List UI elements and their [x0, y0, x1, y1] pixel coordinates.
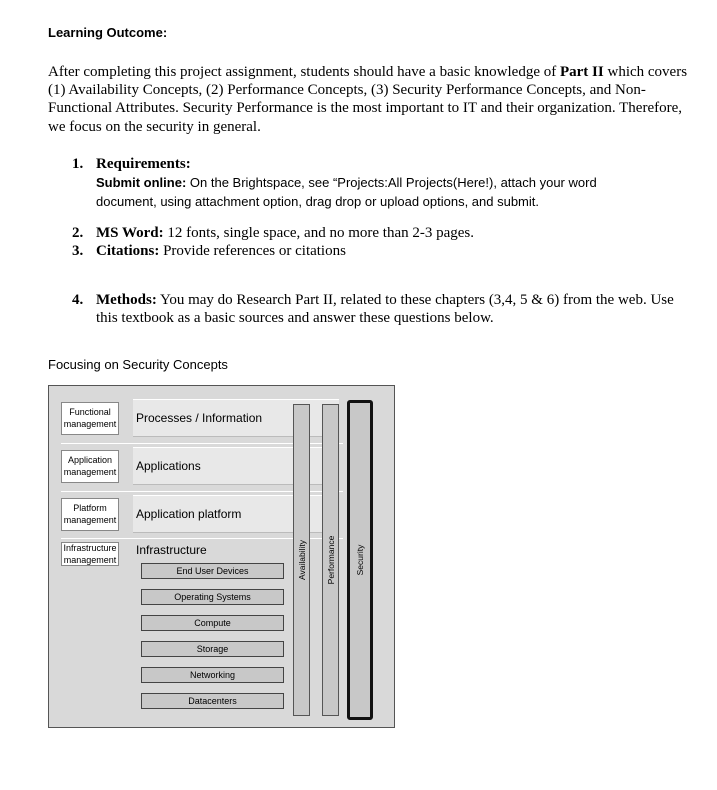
applications-layer: Applications: [133, 447, 339, 485]
security-pillar: [347, 400, 373, 720]
application-management-label: Application management: [61, 450, 119, 483]
storage-box: Storage: [141, 641, 284, 657]
ms-word-text: 12 fonts, single space, and no more than 2-3 pages.: [163, 225, 474, 241]
list-number: 4.: [72, 292, 84, 308]
citations-label: Citations:: [96, 243, 160, 259]
intro-text-start: After completing this project assignment, students should have a basic knowledge of: [48, 64, 560, 80]
application-platform-layer: Application platform: [133, 495, 339, 533]
methods-text: You may do Research Part II, related to these chapters (3,4, 5 & 6) from the web. Use this textbook as a basic sources and answer these questions below.: [96, 292, 674, 326]
functional-management-label: Functional management: [61, 402, 119, 435]
intro-bold-part: Part II: [559, 64, 604, 80]
availability-pillar: [293, 404, 310, 716]
citations-text: Provide references or citations: [159, 243, 346, 259]
methods-label: Methods:: [96, 292, 157, 308]
list-number: 3.: [72, 243, 84, 259]
operating-systems-box: Operating Systems: [141, 589, 284, 605]
compute-box: Compute: [141, 615, 284, 631]
list-number: 2.: [72, 225, 84, 241]
security-label: Security: [355, 544, 365, 576]
performance-pillar: [322, 404, 339, 716]
security-concepts-diagram: [48, 385, 395, 728]
end-user-devices-box: End User Devices: [141, 563, 284, 579]
infrastructure-management-label: Infrastructure management: [61, 542, 119, 566]
availability-label: Availability: [296, 539, 307, 581]
intro-paragraph: [48, 63, 688, 136]
ms-word-label: MS Word:: [96, 225, 164, 241]
learning-outcome-heading: Learning Outcome:: [48, 25, 168, 40]
requirements-label: Requirements:: [96, 156, 191, 172]
platform-management-label: Platform management: [61, 498, 119, 531]
datacenters-box: Datacenters: [141, 693, 284, 709]
submit-online-text: On the Brightspace, see “Projects:All Projects(Here!), attach your word document, using attachment option, drag drop or upload options, and submit.: [96, 175, 597, 209]
processes-information-layer: Processes / Information: [133, 399, 339, 437]
networking-box: Networking: [141, 667, 284, 683]
performance-label: Performance: [325, 535, 336, 585]
list-number: 1.: [72, 156, 84, 172]
requirements-detail: [96, 174, 656, 211]
infrastructure-layer: Infrastructure: [136, 543, 207, 557]
intro-text-rest: which covers (1) Availability Concepts, (2) Performance Concepts, (3) Security Performance Concepts, and Non-Functional Attributes. Security Performance is the most important to IT and their organization. Therefore, we focus on the security in general.: [48, 64, 688, 135]
diagram-caption: Focusing on Security Concepts: [48, 357, 228, 372]
submit-online-label: Submit online:: [96, 175, 187, 190]
